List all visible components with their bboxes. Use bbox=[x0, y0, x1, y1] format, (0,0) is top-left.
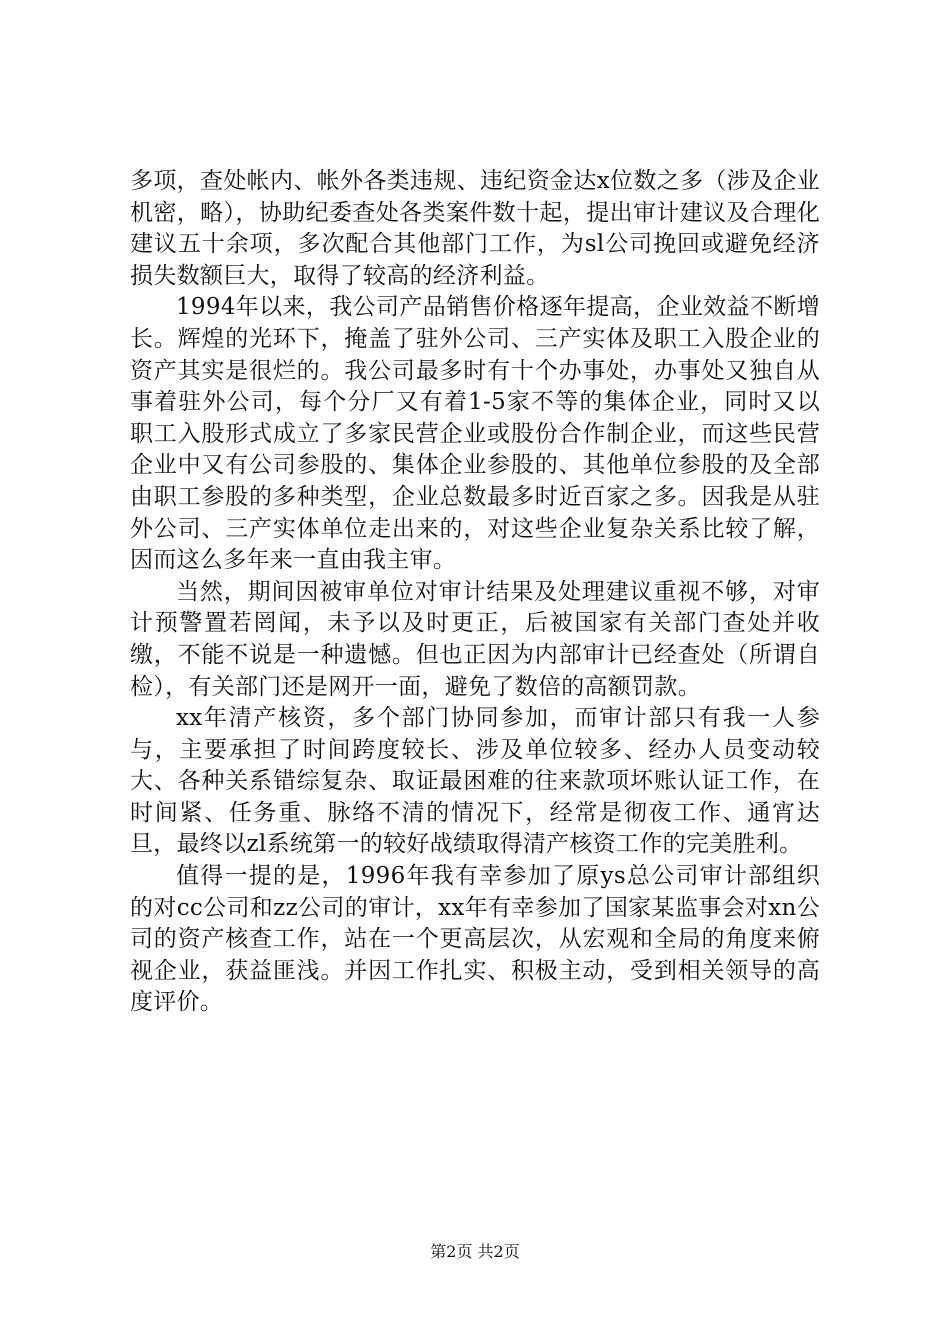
document-body bbox=[130, 166, 820, 1019]
page-number-footer: 第2页 共2页 bbox=[430, 1242, 520, 1261]
paragraph-audit-warning: 当然，期间因被审单位对审计结果及处理建议重视不够，对审计预警置若罔闻，未予以及时更正，后被国家有关部门查处并收缴，不能不说是一种遗憾。但也正因为内部审计已经查处（所谓自检），有关部门还是网开一面，避免了数倍的高额罚款。 bbox=[130, 578, 820, 700]
paragraph-1996-participation: 值得一提的是，1996年我有幸参加了原ys总公司审计部组织的对cc公司和zz公司的审计，xx年有幸参加了国家某监事会对xn公司的资产核查工作，站在一个更高层次，从宏观和全局的角度来俯视企业，获益匪浅。并因工作扎实、积极主动，受到相关领导的高度评价。 bbox=[130, 863, 820, 1016]
paragraph-1994-growth: 1994年以来，我公司产品销售价格逐年提高，企业效益不断增长。辉煌的光环下，掩盖了驻外公司、三产实体及职工入股企业的资产其实是很烂的。我公司最多时有十个办事处，办事处又独自从事着驻外公司，每个分厂又有着1-5家不等的集体企业，同时又以职工入股形式成立了多家民营企业或股份合作制企业，而这些民营企业中又有公司参股的、集体企业参股的、其他单位参股的及全部由职工参股的多种类型，企业总数最多时近百家之多。因我是从驻外公司、三产实体单位走出来的，对这些企业复杂关系比较了解，因而这么多年来一直由我主审。 bbox=[130, 294, 820, 574]
paragraph-audit-results: 多项，查处帐内、帐外各类违规、违纪资金达x位数之多（涉及企业机密，略），协助纪委查处各类案件数十起，提出审计建议及合理化建议五十余项，多次配合其他部门工作，为sl公司挽回或避免经济损失数额巨大，取得了较高的经济利益。 bbox=[130, 168, 820, 289]
paragraph-asset-verification: xx年清产核资，多个部门协同参加，而审计部只有我一人参与，主要承担了时间跨度较长、涉及单位较多、经办人员变动较大、各种关系错综复杂、取证最困难的往来款项坏账认证工作，在时间紧、任务重、脉络不清的情况下，经常是彻夜工作、通宵达旦，最终以zl系统第一的较好战绩取得清产核资工作的完美胜利。 bbox=[130, 705, 820, 858]
